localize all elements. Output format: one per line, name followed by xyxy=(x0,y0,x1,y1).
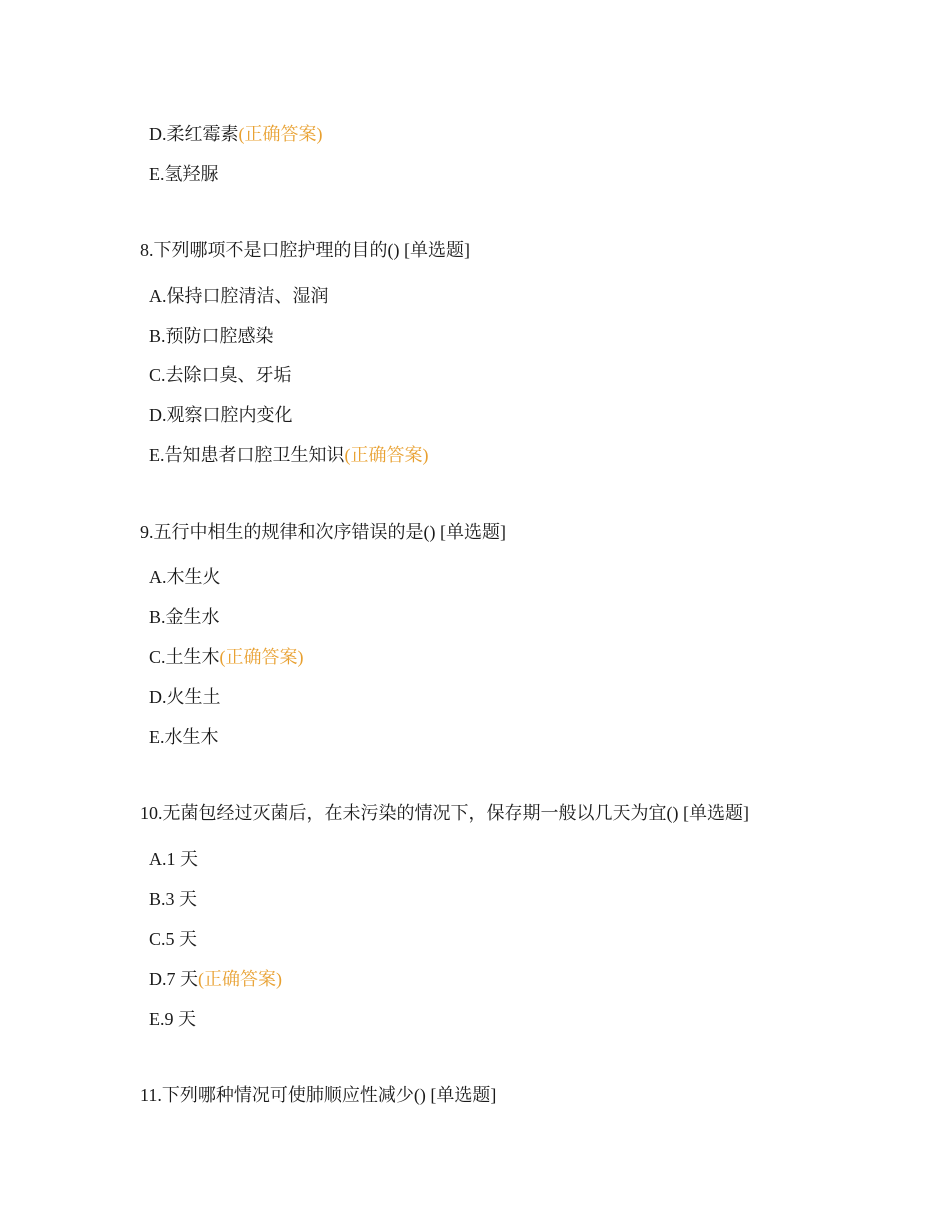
option-text: A.木生火 xyxy=(149,567,221,587)
option-item xyxy=(149,928,197,950)
correct-answer-label: (正确答案) xyxy=(344,445,429,465)
option-item xyxy=(149,686,221,708)
option-text: E.9 天 xyxy=(149,1009,196,1029)
option-item xyxy=(149,1008,196,1030)
option-text: D.7 天 xyxy=(149,969,198,989)
option-item xyxy=(149,325,274,347)
question-title: 10.无菌包经过灭菌后，在未污染的情况下，保存期一般以几天为宜() [单选题] xyxy=(140,803,749,823)
option-text: A.保持口腔清洁、湿润 xyxy=(149,286,329,306)
option-text: C.土生木 xyxy=(149,647,220,667)
option-text: B.预防口腔感染 xyxy=(149,326,274,346)
option-item xyxy=(149,606,220,628)
option-item xyxy=(149,444,429,466)
question-title: 11.下列哪种情况可使肺顺应性减少() [单选题] xyxy=(140,1085,497,1105)
option-text: E.告知患者口腔卫生知识 xyxy=(149,445,345,465)
option-item xyxy=(149,163,219,185)
option-item xyxy=(149,888,197,910)
correct-answer-label: (正确答案) xyxy=(219,647,304,667)
question-title: 8.下列哪项不是口腔护理的目的() [单选题] xyxy=(140,240,470,260)
option-text: D.火生土 xyxy=(149,687,221,707)
option-item xyxy=(149,364,292,386)
correct-answer-label: (正确答案) xyxy=(238,124,323,144)
option-text: A.1 天 xyxy=(149,849,198,869)
question-title: 9.五行中相生的规律和次序错误的是() [单选题] xyxy=(140,522,506,542)
option-item xyxy=(149,404,293,426)
option-item xyxy=(149,123,323,145)
option-item xyxy=(149,726,219,748)
option-text: E.水生木 xyxy=(149,727,219,747)
option-text: D.柔红霉素 xyxy=(149,124,239,144)
option-text: B.3 天 xyxy=(149,889,198,909)
correct-answer-label: (正确答案) xyxy=(198,969,282,989)
option-item xyxy=(149,646,304,668)
option-text: C.5 天 xyxy=(149,929,198,949)
option-text: C.去除口臭、牙垢 xyxy=(149,365,292,385)
option-item xyxy=(149,968,282,990)
option-item xyxy=(149,285,329,307)
option-item xyxy=(149,848,198,870)
option-text: B.金生水 xyxy=(149,607,220,627)
option-text: D.观察口腔内变化 xyxy=(149,405,293,425)
option-item xyxy=(149,566,221,588)
option-text: E.氢羟脲 xyxy=(149,164,219,184)
